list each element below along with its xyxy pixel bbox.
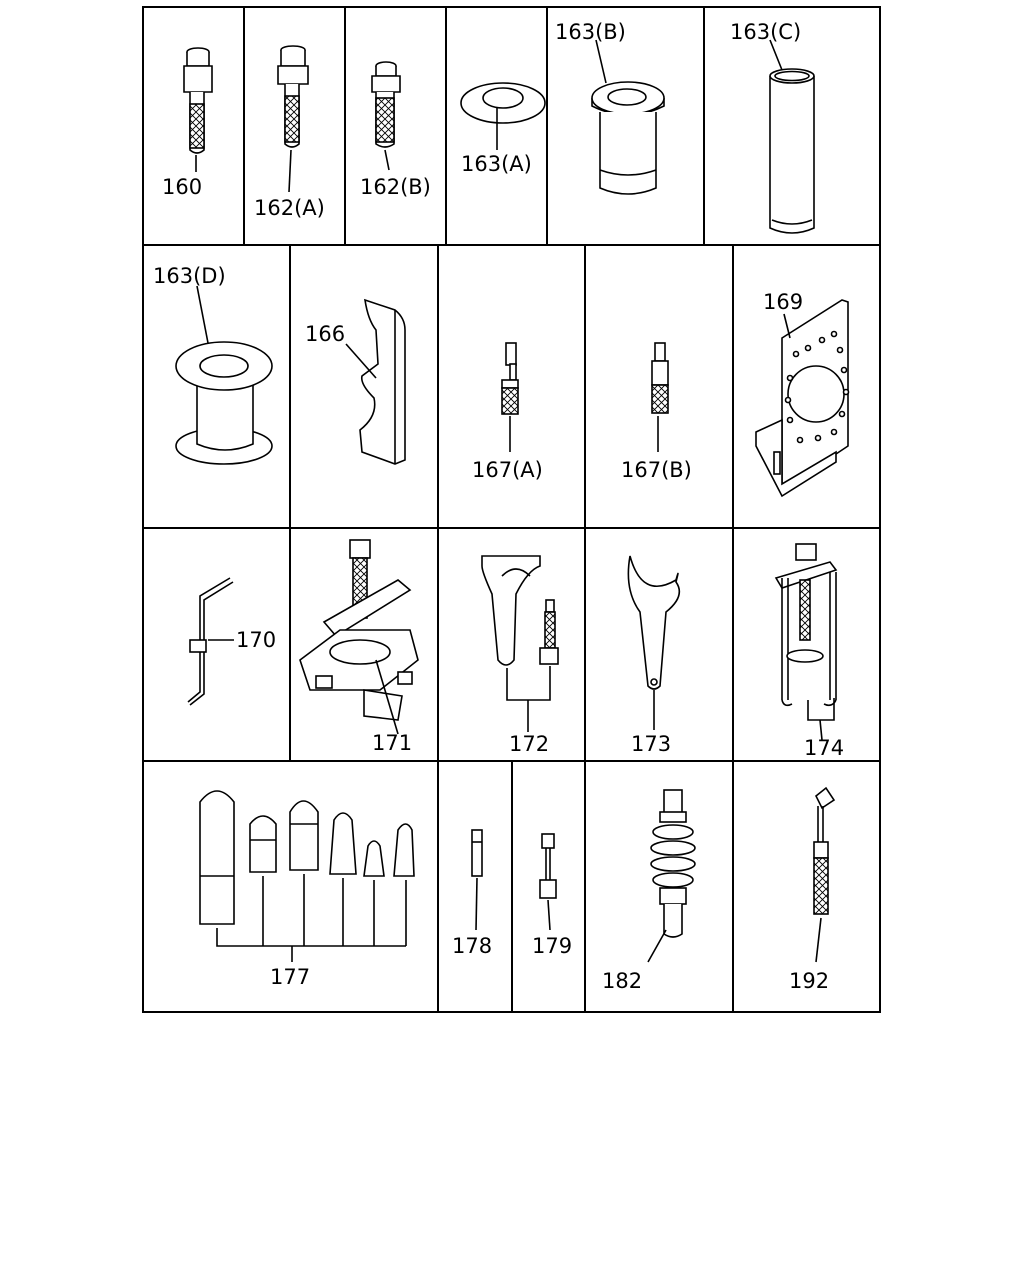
label-163-a: 163(A): [461, 152, 532, 176]
tool-172: [482, 556, 558, 756]
label-169: 169: [763, 290, 804, 314]
tool-166: [305, 300, 405, 464]
tool-167-b: [621, 343, 692, 482]
label-167-a: 167(A): [472, 458, 543, 482]
label-162-a: 162(A): [254, 196, 325, 220]
tool-178: [452, 830, 492, 958]
label-163-b: 163(B): [555, 20, 626, 44]
tool-170: [188, 578, 276, 705]
label-170: 170: [236, 628, 277, 652]
label-163-d: 163(D): [153, 264, 226, 288]
label-179: 179: [532, 934, 573, 958]
tool-167-a: [472, 343, 543, 482]
tool-171: [300, 540, 418, 755]
tool-163-c: [730, 20, 814, 233]
tool-173: [628, 556, 679, 756]
label-162-b: 162(B): [360, 175, 431, 199]
tool-163-a: [461, 83, 545, 176]
tool-162-b: [360, 62, 431, 199]
label-160: 160: [162, 175, 203, 199]
tool-179: [532, 834, 572, 958]
tool-160: [162, 48, 212, 199]
tool-169: [756, 290, 849, 496]
label-173: 173: [631, 732, 672, 756]
tool-192: [789, 788, 834, 993]
label-172: 172: [509, 732, 550, 756]
tool-182: [602, 790, 695, 993]
tool-174: [776, 544, 844, 760]
label-178: 178: [452, 934, 493, 958]
label-182: 182: [602, 969, 643, 993]
label-171: 171: [372, 731, 413, 755]
label-192: 192: [789, 969, 830, 993]
tool-163-d: [153, 264, 272, 464]
tool-177: [200, 791, 414, 989]
label-177: 177: [270, 965, 311, 989]
label-174: 174: [804, 736, 845, 760]
label-167-b: 167(B): [621, 458, 692, 482]
tool-163-b: [555, 20, 664, 194]
label-163-c: 163(C): [730, 20, 802, 44]
tool-162-a: [254, 46, 325, 220]
label-166: 166: [305, 322, 346, 346]
